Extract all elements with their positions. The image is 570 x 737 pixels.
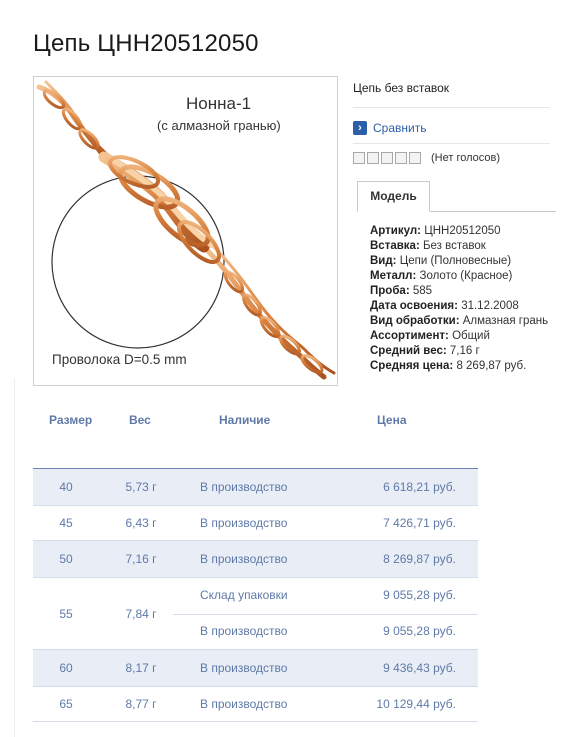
chevron-right-icon: ›: [353, 121, 367, 135]
cell-availability: В производство: [200, 516, 288, 530]
cell-weight: 8,77 г: [125, 697, 157, 711]
table-row[interactable]: [33, 541, 478, 578]
image-subtitle-label: (с алмазной гранью): [157, 118, 281, 133]
spec-value: 31.12.2008: [461, 300, 519, 312]
table-row[interactable]: [33, 578, 478, 650]
spec-row: [370, 284, 548, 299]
rating-widget: [353, 152, 500, 164]
cell-size: 65: [59, 697, 73, 711]
spec-key: Дата освоения:: [370, 300, 458, 312]
cell-availability: Склад упаковки: [200, 588, 288, 602]
spec-key: Артикул:: [370, 225, 422, 237]
page-left-rule: [14, 378, 15, 737]
image-name-label: Нонна-1: [186, 94, 252, 113]
cell-availability: В производство: [200, 480, 288, 494]
spec-row: [370, 344, 548, 359]
spec-value: Общий: [452, 330, 490, 342]
rating-star-1[interactable]: [353, 152, 365, 164]
table-row[interactable]: [33, 469, 478, 506]
spec-value: ЦНН20512050: [424, 225, 501, 237]
divider: [353, 107, 550, 108]
divider: [353, 143, 550, 144]
rating-star-4[interactable]: [395, 152, 407, 164]
spec-value: Алмазная грань: [462, 315, 549, 327]
cell-availability: В производство: [200, 697, 288, 711]
column-header-weight[interactable]: Вес: [129, 413, 151, 427]
image-wire-label: Проволока D=0.5 mm: [52, 352, 187, 367]
cell-size: 55: [59, 607, 73, 621]
column-header-availability[interactable]: Наличие: [219, 413, 271, 427]
spec-list: [370, 224, 548, 374]
spec-key: Вставка:: [370, 240, 420, 252]
cell-price: 9 055,28 руб.: [383, 624, 456, 638]
table-row[interactable]: [33, 506, 478, 541]
spec-key: Металл:: [370, 270, 417, 282]
rating-star-2[interactable]: [367, 152, 379, 164]
rating-star-5[interactable]: [409, 152, 421, 164]
spec-row: [370, 224, 548, 239]
spec-value: Без вставок: [422, 240, 486, 252]
page-title: Цепь ЦНН20512050: [33, 30, 259, 57]
spec-key: Ассортимент:: [370, 330, 449, 342]
table-row[interactable]: [33, 650, 478, 687]
spec-row: [370, 269, 548, 284]
cell-size: 60: [59, 661, 73, 675]
table-row[interactable]: [33, 687, 478, 722]
cell-weight: 5,73 г: [125, 480, 157, 494]
cell-price: 9 055,28 руб.: [383, 588, 456, 602]
spec-row: [370, 239, 548, 254]
cell-availability: В производство: [200, 552, 288, 566]
column-header-size[interactable]: Размер: [49, 413, 93, 427]
cell-weight: 6,43 г: [125, 516, 157, 530]
compare-link[interactable]: [353, 121, 426, 135]
spec-value: 585: [412, 285, 433, 297]
chain-illustration: [34, 77, 338, 386]
spec-row: [370, 329, 548, 344]
spec-value: Золото (Красное): [419, 270, 513, 282]
spec-row: [370, 254, 548, 269]
cell-price: 8 269,87 руб.: [383, 552, 456, 566]
spec-row: [370, 359, 548, 374]
spec-row: [370, 299, 548, 314]
magnify-circle: [52, 176, 224, 348]
product-image[interactable]: [33, 76, 338, 386]
row-divider: [33, 721, 478, 722]
cell-price: 9 436,43 руб.: [383, 661, 456, 675]
cell-price: 10 129,44 руб.: [376, 697, 456, 711]
rating-star-3[interactable]: [381, 152, 393, 164]
cell-weight: 7,16 г: [125, 552, 157, 566]
cell-size: 50: [59, 552, 73, 566]
spec-value: Цепи (Полновесные): [399, 255, 512, 267]
spec-key: Проба:: [370, 285, 410, 297]
cell-price: 7 426,71 руб.: [383, 516, 456, 530]
cell-weight: 8,17 г: [125, 661, 157, 675]
column-header-price[interactable]: Цена: [377, 413, 407, 427]
row-divider: [173, 614, 478, 615]
spec-key: Средняя цена:: [370, 360, 454, 372]
tab-model[interactable]: Модель: [357, 181, 430, 212]
spec-key: Вид обработки:: [370, 315, 460, 327]
cell-weight: 7,84 г: [125, 607, 157, 621]
cell-price: 6 618,21 руб.: [383, 480, 456, 494]
cell-size: 40: [59, 480, 73, 494]
cell-availability: В производство: [200, 624, 288, 638]
spec-value: 7,16 г: [449, 345, 480, 357]
spec-row: [370, 314, 548, 329]
spec-key: Средний вес:: [370, 345, 447, 357]
compare-label[interactable]: Сравнить: [373, 121, 427, 135]
spec-key: Вид:: [370, 255, 397, 267]
rating-text: (Нет голосов): [431, 152, 501, 164]
cell-availability: В производство: [200, 661, 288, 675]
spec-value: 8 269,87 руб.: [456, 360, 527, 372]
product-description: Цепь без вставок: [353, 81, 450, 95]
cell-size: 45: [59, 516, 73, 530]
